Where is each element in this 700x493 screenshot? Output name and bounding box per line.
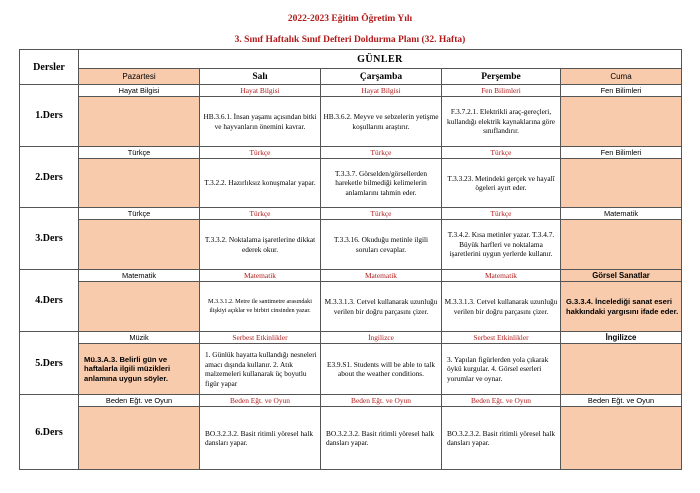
lesson-label: 3.Ders [20,208,79,270]
objective-cell: T.3.3.2. Noktalama işaretlerine dikkat ederek okur. [200,220,321,270]
objective-cell: M.3.3.1.2. Metre ile santimetre arasındaki ilişkiyi açıklar ve birbiri cinsinden yazar. [200,282,321,332]
objective-cell [79,159,200,208]
objective-cell: 3. Yapılan figürlerden yola çıkarak öykü kurgular. 4. Görsel eserleri yorumlar ve oynar. [442,344,561,395]
objective-cell: HB.3.6.1. İnsan yaşamı açısından bitki ve hayvanların önemini kavrar. [200,97,321,147]
lesson-label: 5.Ders [20,332,79,395]
subject-cell: Beden Eğt. ve Oyun [561,395,682,407]
objective-cell: T.3.2.2. Hazırlıksız konuşmalar yapar. [200,159,321,208]
objective-cell [79,407,200,470]
content-row [20,159,682,208]
objective-cell [561,220,682,270]
subject-row [20,270,682,282]
subject-cell: Müzik [79,332,200,344]
subject-cell: Türkçe [79,208,200,220]
day-header-persembe: Perşembe [442,69,561,85]
objective-cell [561,344,682,395]
objective-cell: T.3.3.23. Metindeki gerçek ve hayalî ögeleri ayırt eder. [442,159,561,208]
objective-cell: E3.9.S1. Students will be able to talk about the weather conditions. [321,344,442,395]
objective-cell: BO.3.2.3.2. Basit ritimli yöresel halk dansları yapar. [321,407,442,470]
dersler-header: Dersler [20,50,79,85]
content-row [20,97,682,147]
objective-cell: 1. Günlük hayatta kullandığı nesneleri amacı dışında kullanır. 2. Atık malzemeleri kullanarak üç boyutlu figür yapar [200,344,321,395]
objective-cell [561,97,682,147]
subject-cell: Türkçe [200,147,321,159]
objective-cell: BO.3.2.3.2. Basit ritimli yöresel halk dansları yapar. [200,407,321,470]
objective-cell [79,282,200,332]
subject-cell: Matematik [200,270,321,282]
subject-cell: Türkçe [442,147,561,159]
subject-cell: Fen Bilimleri [561,85,682,97]
objective-cell [561,407,682,470]
objective-cell: T.3.3.16. Okuduğu metinle ilgili soruları cevaplar. [321,220,442,270]
content-row [20,220,682,270]
objective-cell: G.3.3.4. İncelediği sanat eseri hakkındaki yargısını ifade eder. [561,282,682,332]
subject-cell: Görsel Sanatlar [561,270,682,282]
subject-cell: Hayat Bilgisi [200,85,321,97]
document-title: 2022-2023 Eğitim Öğretim Yılı [287,14,413,24]
objective-cell [561,159,682,208]
subject-cell: Türkçe [79,147,200,159]
objective-cell [79,97,200,147]
subject-cell: Türkçe [442,208,561,220]
content-row [20,282,682,332]
objective-cell: HB.3.6.2. Meyve ve sebzelerin yetişme koşullarını araştırır. [321,97,442,147]
objective-cell [79,220,200,270]
subject-cell: Hayat Bilgisi [79,85,200,97]
subject-cell: Matematik [561,208,682,220]
document-subtitle: 3. Sınıf Haftalık Sınıf Defteri Doldurma Planı (32. Hafta) [234,35,466,45]
lesson-label: 4.Ders [20,270,79,332]
objective-cell: Mü.3.A.3. Belirli gün ve haftalarla ilgili müzikleri anlamına uygun söyler. [79,344,200,395]
objective-cell: T.3.3.7. Görselden/görsellerden hareketle bilmediği kelimelerin anlamlarını tahmin eder. [321,159,442,208]
subject-cell: Beden Eğt. ve Oyun [79,395,200,407]
lesson-label: 1.Ders [20,85,79,147]
subject-row [20,332,682,344]
content-row [20,407,682,470]
day-header-pazartesi: Pazartesi [79,69,200,85]
subject-row [20,208,682,220]
subject-row [20,395,682,407]
subject-cell: Matematik [321,270,442,282]
objective-cell: M.3.3.1.3. Cetvel kullanarak uzunluğu verilen bir doğru parçasını çizer. [321,282,442,332]
subject-cell: Fen Bilimleri [561,147,682,159]
subject-row [20,147,682,159]
subject-cell: Türkçe [321,147,442,159]
subject-cell: Matematik [442,270,561,282]
subject-cell: İngilizce [561,332,682,344]
gunler-header: GÜNLER [79,50,682,69]
day-header-sali: Salı [200,69,321,85]
subject-cell: Beden Eğt. ve Oyun [442,395,561,407]
subject-cell: Beden Eğt. ve Oyun [321,395,442,407]
subject-cell: Hayat Bilgisi [321,85,442,97]
objective-cell: F.3.7.2.1. Elektrikli araç-gereçleri, kullandığı elektrik kaynaklarına göre sınıflandırır. [442,97,561,147]
subject-cell: Beden Eğt. ve Oyun [200,395,321,407]
subject-cell: Serbest Etkinlikler [200,332,321,344]
subject-row [20,85,682,97]
day-header-cuma: Cuma [561,69,682,85]
subject-cell: Serbest Etkinlikler [442,332,561,344]
objective-cell: BO.3.2.3.2. Basit ritimli yöresel halk dansları yapar. [442,407,561,470]
lesson-label: 2.Ders [20,147,79,208]
lesson-label: 6.Ders [20,395,79,470]
subject-cell: Matematik [79,270,200,282]
weekly-plan-table [19,49,682,470]
objective-cell: M.3.3.1.3. Cetvel kullanarak uzunluğu verilen bir doğru parçasını çizer. [442,282,561,332]
content-row [20,344,682,395]
day-header-carsamba: Çarşamba [321,69,442,85]
subject-cell: Fen Bilimleri [442,85,561,97]
subject-cell: Türkçe [321,208,442,220]
subject-cell: Türkçe [200,208,321,220]
objective-cell: T.3.4.2. Kısa metinler yazar. T.3.4.7. Büyük harfleri ve noktalama işaretlerini uygun yerlerde kullanır. [442,220,561,270]
subject-cell: İngilizce [321,332,442,344]
